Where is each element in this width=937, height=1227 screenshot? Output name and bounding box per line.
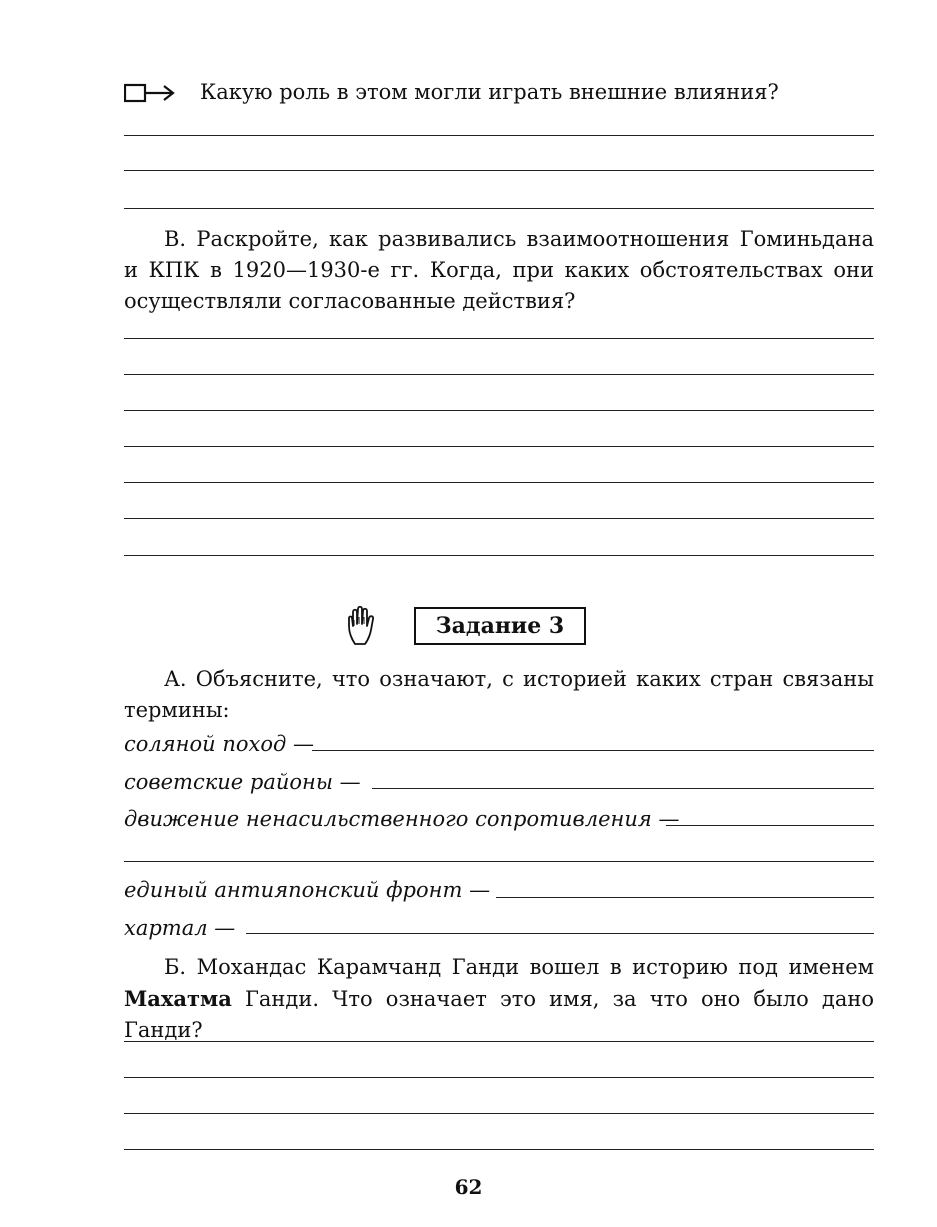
task-title [414,607,586,645]
term-label: движение ненасильственного сопротивления — [124,807,680,831]
part-a-intro: А. Объясните, что означают, с историей каких стран связаны термины: [124,667,874,722]
term-answer-line[interactable] [372,788,874,789]
term-answer-line[interactable] [666,825,874,826]
term-label: хартал — [124,916,236,940]
answer-line[interactable] [124,170,874,171]
question-external-influence: Какую роль в этом могли играть внешние влияния? [200,80,779,104]
answer-line[interactable] [124,518,874,519]
part-b-text-end: Ганди. Что означает это имя, за что оно было дано Ганди? [124,987,874,1042]
answer-line[interactable] [124,1041,874,1042]
answer-line[interactable] [124,861,874,862]
term-answer-line[interactable] [312,750,874,751]
arrow-box-icon [124,82,180,104]
answer-line[interactable] [124,1149,874,1150]
answer-line[interactable] [124,446,874,447]
hand-icon [345,604,385,648]
answer-line[interactable] [124,482,874,483]
answer-line[interactable] [124,374,874,375]
term-label: соляной поход — [124,732,314,756]
answer-line[interactable] [124,555,874,556]
part-b-mahatma: Махатма [124,986,232,1011]
term-label: советские районы — [124,770,361,794]
term-answer-line[interactable] [246,933,874,934]
term-answer-line[interactable] [496,897,874,898]
answer-line[interactable] [124,410,874,411]
part-b-question [124,952,874,1046]
term-label: единый антияпонский фронт — [124,878,491,902]
answer-line[interactable] [124,135,874,136]
section-v-question: В. Раскройте, как развивались взаимоотношения Гоминьдана и КПК в 1920—1930-е гг. Когда, при каких обстоятельствах они осуществляли согласованные действия? [124,227,874,313]
answer-line[interactable] [124,1077,874,1078]
answer-line[interactable] [124,1113,874,1114]
part-b-text-start: Б. Мохандас Карамчанд Ганди вошел в историю под именем [164,955,874,979]
task-title-label: Задание 3 [435,613,565,639]
page-number: 62 [454,1175,483,1199]
answer-line[interactable] [124,338,874,339]
answer-line[interactable] [124,208,874,209]
